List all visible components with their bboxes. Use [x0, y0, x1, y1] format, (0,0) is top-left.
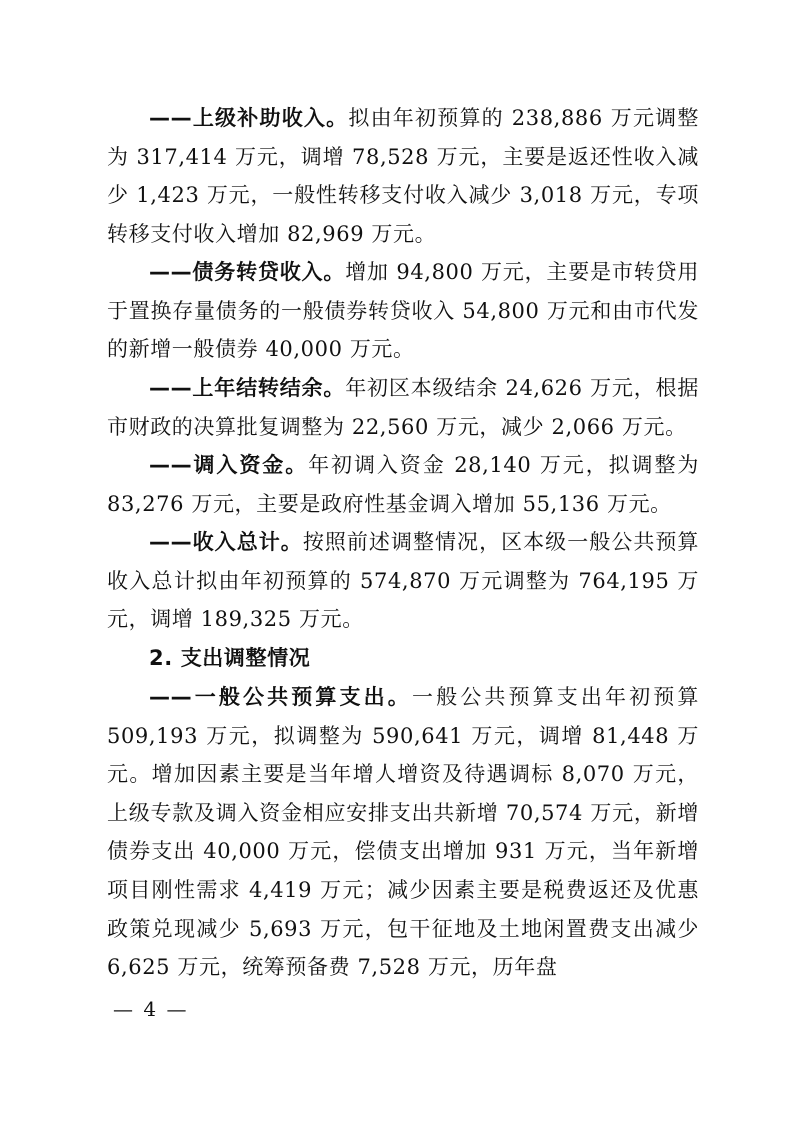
- paragraph-subsidy-income: [107, 99, 699, 253]
- paragraph-lead: ——上年结转结余。: [149, 376, 346, 400]
- paragraph-lead: ——债务转贷收入。: [149, 260, 346, 284]
- section-heading: 2. 支出调整情况: [149, 646, 311, 670]
- paragraph-debt-transfer-income: [107, 253, 699, 369]
- paragraph-text: 按照前述调整情况，区本级一般公共预算收入总计拟由年初预算的 574,870 万元调整为 764,195 万元，调增 189,325 万元。: [107, 530, 699, 632]
- paragraph-text: 增加 94,800 万元，主要是市转贷用于置换存量债务的一般债券转贷收入 54,800 万元和由市代发的新增一般债券 40,000 万元。: [107, 260, 699, 362]
- page-number: — 4 —: [113, 997, 189, 1021]
- paragraph-text: 一般公共预算支出年初预算 509,193 万元，拟调整为 590,641 万元，调增 81,448 万元。增加因素主要是当年增人增资及待遇调标 8,070 万元，上级专款及调入资金相应安排支出共新增 70,574 万元，新增债券支出 40,000 万元，偿债支出增加 931 万元，当年新增项目刚性需求 4,419 万元；减少因素主要是税费返还及优惠政策兑现减少 5,693 万元，包干征地及土地闲置费支出减少 6,625 万元，统筹预备费 7,528 万元，历年盘: [107, 685, 699, 980]
- paragraph-carryover-balance: [107, 369, 699, 446]
- paragraph-lead: ——上级补助收入。: [149, 106, 349, 130]
- paragraph-total-income: [107, 523, 699, 639]
- paragraph-transferred-funds: [107, 446, 699, 523]
- paragraph-text: 拟由年初预算的 238,886 万元调整为 317,414 万元，调增 78,528 万元，主要是返还性收入减少 1,423 万元，一般性转移支付收入减少 3,018 万元，专项转移支付收入增加 82,969 万元。: [107, 106, 699, 246]
- paragraph-lead: ——收入总计。: [149, 530, 303, 554]
- paragraph-lead: ——一般公共预算支出。: [149, 685, 412, 709]
- paragraph-text: 年初调入资金 28,140 万元，拟调整为 83,276 万元，主要是政府性基金调入增加 55,136 万元。: [107, 453, 699, 516]
- paragraph-lead: ——调入资金。: [149, 453, 309, 477]
- paragraph-text: 年初区本级结余 24,626 万元，根据市财政的决算批复调整为 22,560 万元，减少 2,066 万元。: [107, 376, 699, 439]
- paragraph-general-expenditure: [107, 678, 699, 987]
